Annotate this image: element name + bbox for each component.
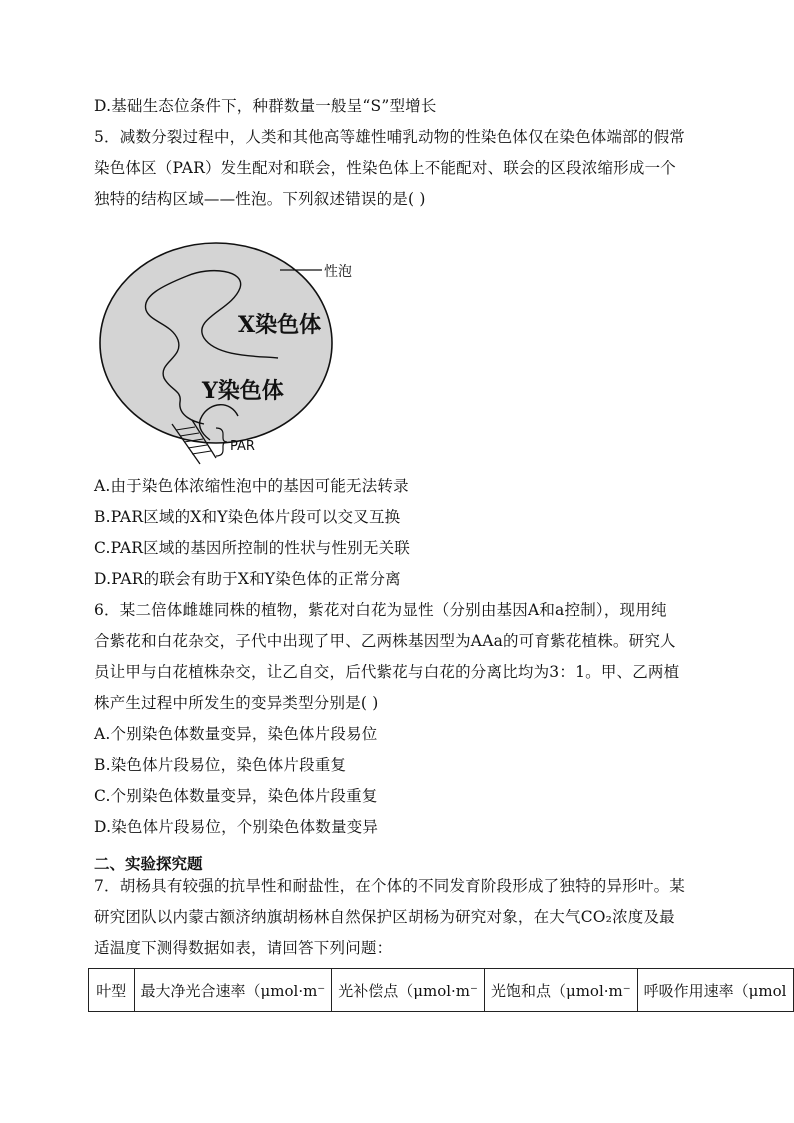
q6-option-d: D.染色体片段易位，个别染色体数量变异 [94, 818, 379, 836]
q5-option-c: C.PAR区域的基因所控制的性状与性别无关联 [94, 539, 411, 557]
q6-stem-line-2: 合紫花和白花杂交，子代中出现了甲、乙两株基因型为AAa的可育紫花植株。研究人 [94, 632, 676, 650]
q6-stem-line-3: 员让甲与白花植株杂交，让乙自交，后代紫花与白花的分离比均为3：1。甲、乙两植 [94, 663, 680, 681]
section-heading: 二、实验探究题 [94, 854, 203, 873]
q5-stem-line-3: 独特的结构区域——性泡。下列叙述错误的是( ) [94, 190, 426, 208]
q6-option-a: A.个别染色体数量变异，染色体片段易位 [94, 725, 378, 743]
q5-option-d: D.PAR的联会有助于X和Y染色体的正常分离 [94, 570, 401, 588]
sex-vesicle-figure [92, 240, 372, 470]
x-chromosome-label: X染色体 [238, 312, 322, 338]
data-table [88, 968, 794, 1012]
table-header-cell: 光饱和点（μmol·m⁻ [484, 969, 637, 1012]
q6-stem-line-4: 株产生过程中所发生的变异类型分别是( ) [94, 694, 379, 712]
table-header-cell: 最大净光合速率（μmol·m⁻ [134, 969, 332, 1012]
q7-stem-line-2: 研究团队以内蒙古额济纳旗胡杨林自然保护区胡杨为研究对象，在大气CO₂浓度及最 [94, 908, 675, 926]
q6-option-b: B.染色体片段易位，染色体片段重复 [94, 756, 347, 774]
q6-option-c: C.个别染色体数量变异，染色体片段重复 [94, 787, 378, 805]
sex-vesicle-shape [100, 243, 332, 443]
q5-option-b: B.PAR区域的X和Y染色体片段可以交叉互换 [94, 508, 401, 526]
table-header-cell: 光补偿点（μmol·m⁻ [332, 969, 485, 1012]
par-label: PAR [230, 439, 255, 454]
q7-stem-line-1: 7．胡杨具有较强的抗旱性和耐盐性，在个体的不同发育阶段形成了独特的异形叶。某 [94, 877, 685, 895]
table-header-row [89, 969, 794, 1012]
table-header-cell: 叶型 [89, 969, 135, 1012]
y-chromosome-label: Y染色体 [202, 378, 284, 404]
q5-stem-line-2: 染色体区（PAR）发生配对和联会，性染色体上不能配对、联会的区段浓缩形成一个 [94, 159, 676, 177]
q6-stem-line-1: 6．某二倍体雌雄同株的植物，紫花对白花为显性（分别由基因A和a控制），现用纯 [94, 601, 667, 619]
table-header-cell: 呼吸作用速率（μmol [637, 969, 793, 1012]
q4-option-d: D.基础生态位条件下，种群数量一般呈“S”型增长 [94, 97, 437, 115]
q5-stem-line-1: 5．减数分裂过程中，人类和其他高等雄性哺乳动物的性染色体仅在染色体端部的假常 [94, 128, 685, 146]
sex-vesicle-diagram [92, 240, 372, 470]
q7-stem-line-3: 适温度下测得数据如表，请回答下列问题： [94, 939, 393, 957]
sex-vesicle-label: 性泡 [324, 264, 352, 280]
data-table-wrapper [88, 968, 794, 1014]
q5-option-a: A.由于染色体浓缩性泡中的基因可能无法转录 [94, 477, 409, 495]
